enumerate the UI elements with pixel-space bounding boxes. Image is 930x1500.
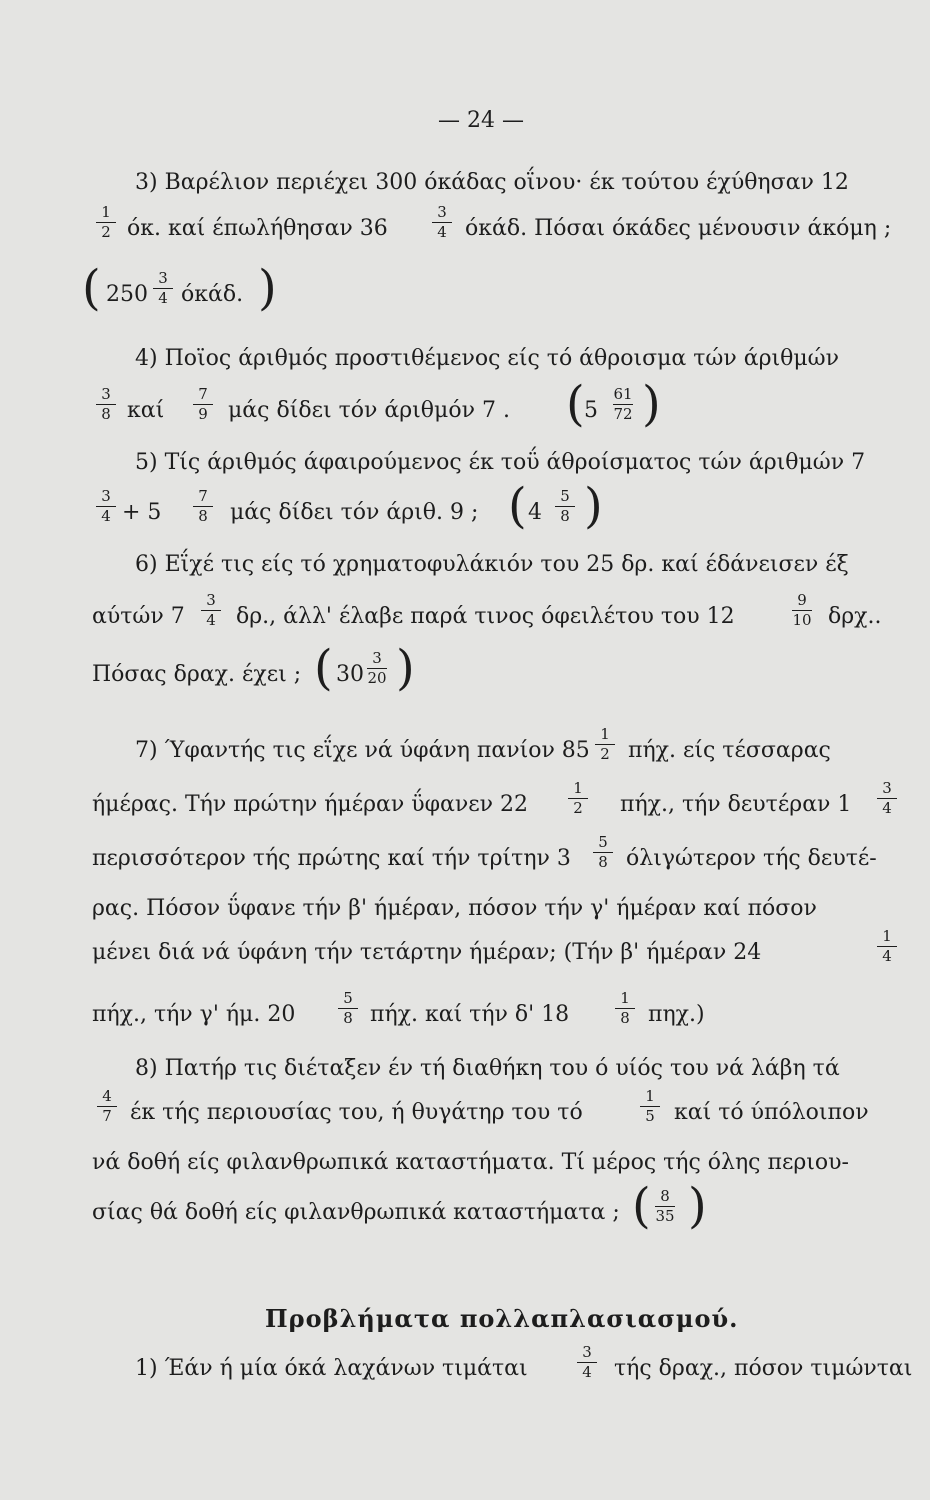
numerator: 5: [598, 833, 608, 851]
numerator: 1: [882, 927, 892, 945]
parenthesis: (: [508, 478, 527, 534]
fraction: [333, 989, 363, 1039]
problem-6-line-1: [0, 532, 930, 592]
problem-7-line-5: [0, 920, 930, 980]
problem-3-answer: [0, 262, 930, 322]
text: περισσότερον τής πρώτης καί τήν τρίτην 3: [92, 846, 571, 871]
fraction: [787, 591, 817, 641]
text: σίας θά δοθή είς φιλανθρωπικά καταστήματα ;: [92, 1200, 620, 1225]
problem-8-line-4: [0, 1180, 930, 1240]
text: μάς δίδει τόν άριθμόν 7 .: [228, 398, 510, 423]
fraction: [91, 385, 121, 435]
text: όκάδ. Πόσαι όκάδες μένουσιν άκόμη ;: [465, 216, 892, 241]
denominator: 5: [645, 1107, 655, 1125]
fraction: [188, 385, 218, 435]
numerator: 3: [582, 1343, 592, 1361]
text: Πόσας δραχ. έχει ;: [92, 662, 302, 687]
numerator: 1: [600, 725, 610, 743]
numerator: 3: [101, 487, 111, 505]
numerator: 3: [372, 649, 382, 667]
text: αύτών 7: [92, 604, 185, 629]
fraction: [91, 203, 121, 253]
numerator: 1: [645, 1087, 655, 1105]
denominator: 4: [101, 507, 111, 525]
problem-6-line-3: [0, 642, 930, 702]
fraction: [148, 269, 178, 319]
denominator: 72: [613, 405, 633, 423]
page-number: — 24 —: [438, 108, 524, 133]
parenthesis: (: [632, 1178, 651, 1234]
text: όκ. καί έπωλήθησαν 36: [127, 216, 388, 241]
text: 5) Τίς άριθμός άφαιρούμενος έκ τοΰ άθροίσματος τών άριθμών 7: [135, 450, 866, 475]
denominator: 9: [198, 405, 208, 423]
denominator: 4: [882, 947, 892, 965]
heading-text: Προβλήματα πολλαπλασιασμού.: [265, 1304, 739, 1333]
numerator: 1: [620, 989, 630, 1007]
numerator: 1: [101, 203, 111, 221]
fraction: [362, 649, 392, 699]
fraction: [91, 487, 121, 537]
parenthesis: (: [566, 376, 585, 432]
answer-value: 30: [336, 662, 364, 687]
fraction: [572, 1343, 602, 1393]
fraction: [872, 927, 902, 977]
answer-value: 250: [106, 282, 148, 307]
text: πήχ., τήν γ' ήμ. 20: [92, 1002, 296, 1027]
text: πηχ.): [648, 1002, 705, 1027]
parenthesis: ): [258, 260, 277, 316]
denominator: 8: [101, 405, 111, 423]
text: καί τό ύπόλοιπον: [674, 1100, 869, 1125]
text: δρχ..: [828, 604, 882, 629]
numerator: 3: [882, 779, 892, 797]
text: νά δοθή είς φιλανθρωπικά καταστήματα. Τί μέρος τής όλης περιου-: [92, 1150, 849, 1175]
numerator: 61: [613, 385, 633, 403]
denominator: 2: [573, 799, 583, 817]
problem-4-line-1: [0, 326, 930, 386]
section-heading: [0, 1282, 930, 1342]
answer-value: 5: [584, 398, 598, 423]
text: ήμέρας. Τήν πρώτην ήμέραν ΰφανεν 22: [92, 792, 529, 817]
fraction: [650, 1187, 680, 1237]
fraction: [872, 779, 902, 829]
text: έκ τής περιουσίας του, ή θυγάτηρ του τό: [130, 1100, 583, 1125]
numerator: 3: [101, 385, 111, 403]
text: 4) Ποϊος άριθμός προστιθέμενος είς τό άθροισμα τών άριθμών: [135, 346, 839, 371]
denominator: 8: [343, 1009, 353, 1027]
numerator: 5: [343, 989, 353, 1007]
fraction: [590, 725, 620, 775]
numerator: 5: [560, 487, 570, 505]
problem-7-line-6: [0, 982, 930, 1042]
answer-unit: όκάδ.: [181, 282, 244, 307]
problem-6-line-2: [0, 584, 930, 644]
problem-3-line-2: [0, 196, 930, 256]
parenthesis: ): [584, 478, 603, 534]
denominator: 20: [367, 669, 387, 687]
fraction: [427, 203, 457, 253]
fraction: [608, 385, 638, 435]
mult-problem-1-line-1: [0, 1336, 930, 1396]
parenthesis: ): [642, 376, 661, 432]
denominator: 2: [600, 745, 610, 763]
text: 6) Εΐχέ τις είς τό χρηματοφυλάκιόν του 25 δρ. καί έδάνεισεν έξ: [135, 552, 849, 577]
denominator: 8: [198, 507, 208, 525]
fraction: [610, 989, 640, 1039]
fraction: [550, 487, 580, 537]
numerator: 3: [437, 203, 447, 221]
problem-7-line-1: [0, 718, 930, 778]
denominator: 2: [101, 223, 111, 241]
answer-value: 4: [528, 500, 542, 525]
parenthesis: ): [396, 640, 415, 696]
denominator: 35: [655, 1207, 675, 1225]
denominator: 4: [582, 1363, 592, 1381]
denominator: 8: [620, 1009, 630, 1027]
numerator: 7: [198, 487, 208, 505]
numerator: 3: [206, 591, 216, 609]
numerator: 3: [158, 269, 168, 287]
denominator: 8: [560, 507, 570, 525]
text: 8) Πατήρ τις διέταξεν έν τή διαθήκη του ό υίός του νά λάβη τά: [135, 1056, 840, 1081]
page-header: [0, 88, 930, 148]
denominator: 4: [882, 799, 892, 817]
text: πήχ., τήν δευτέραν 1: [620, 792, 852, 817]
text: τής δραχ., πόσον τιμώνται: [614, 1356, 913, 1381]
parenthesis: (: [82, 260, 101, 316]
denominator: 10: [792, 611, 812, 629]
text: 7) Ύφαντής τις εΐχε νά ύφάνη πανίον 85: [135, 738, 590, 763]
numerator: 8: [660, 1187, 670, 1205]
denominator: 4: [437, 223, 447, 241]
fraction: [188, 487, 218, 537]
fraction: [196, 591, 226, 641]
text: μάς δίδει τόν άριθ. 9 ;: [230, 500, 479, 525]
text: 1) Έάν ή μία όκά λαχάνων τιμάται: [135, 1356, 528, 1381]
fraction: [563, 779, 593, 829]
parenthesis: (: [314, 640, 333, 696]
numerator: 7: [198, 385, 208, 403]
text: πήχ. είς τέσσαρας: [628, 738, 831, 763]
denominator: 7: [102, 1107, 112, 1125]
text: δρ., άλλ' έλαβε παρά τινος όφειλέτου του 12: [236, 604, 735, 629]
denominator: 4: [158, 289, 168, 307]
parenthesis: ): [688, 1178, 707, 1234]
numerator: 9: [797, 591, 807, 609]
text: καί: [127, 398, 165, 423]
text: 3) Βαρέλιον περιέχει 300 όκάδας οΐνου· έκ τούτου έχύθησαν 12: [135, 170, 849, 195]
text: ρας. Πόσον ΰφανε τήν β' ήμέραν, πόσον τήν γ' ήμέραν καί πόσον: [92, 896, 817, 921]
numerator: 4: [102, 1087, 112, 1105]
text: πήχ. καί τήν δ' 18: [370, 1002, 570, 1027]
denominator: 4: [206, 611, 216, 629]
numerator: 1: [573, 779, 583, 797]
problem-4-line-2: [0, 378, 930, 438]
problem-5-line-2: [0, 480, 930, 540]
text: + 5: [122, 500, 162, 525]
text: μένει διά νά ύφάνη τήν τετάρτην ήμέραν; (Τήν β' ήμέραν 24: [92, 940, 762, 965]
denominator: 8: [598, 853, 608, 871]
text: όλιγώτερον τής δευτέ-: [626, 846, 877, 871]
problem-7-line-2: [0, 772, 930, 832]
